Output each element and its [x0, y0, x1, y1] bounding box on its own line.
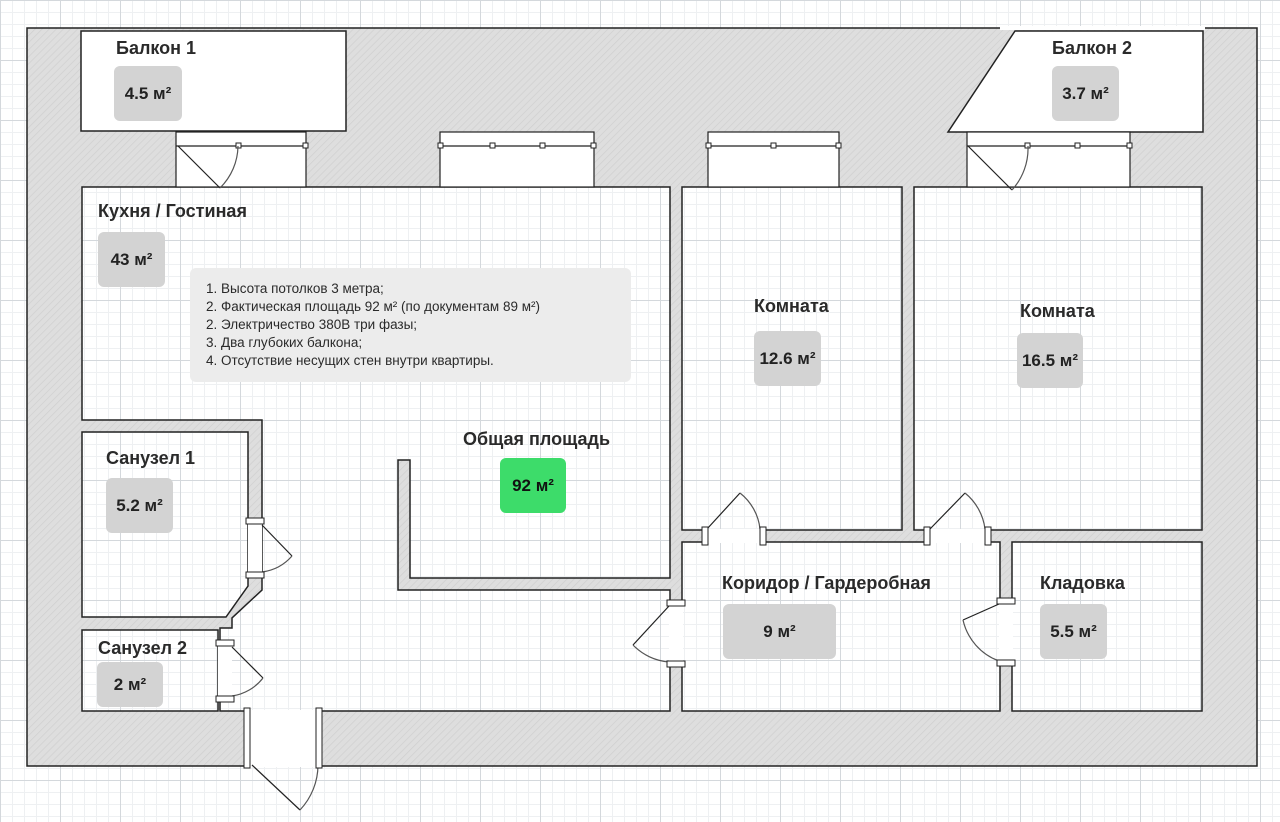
room-2-area-badge: 16.5 м²: [1017, 333, 1083, 388]
note-item: 2. Фактическая площадь 92 м² (по документам 89 м²): [206, 299, 541, 314]
room-1-label: Комната: [754, 296, 829, 316]
kitchen-area-badge: 43 м²: [98, 232, 165, 287]
note-item: 3. Два глубоких балкона;: [206, 335, 363, 350]
note-item: 2. Электричество 380В три фазы;: [206, 317, 418, 332]
balcony-2-label: Балкон 2: [1052, 38, 1133, 58]
notes-box: [190, 268, 631, 382]
bathroom-2-area-badge: 2 м²: [97, 662, 163, 707]
balcony-1-label: Балкон 1: [116, 38, 197, 58]
total-area-badge: 92 м²: [500, 458, 566, 513]
balcony-2-area-badge: 3.7 м²: [1052, 66, 1119, 121]
corridor-label: Коридор / Гардеробная: [722, 573, 931, 593]
note-item: 1. Высота потолков 3 метра;: [206, 281, 384, 296]
room-2-label: Комната: [1020, 301, 1095, 321]
balcony-1-area-badge: 4.5 м²: [114, 66, 182, 121]
total-area-label: Общая площадь: [463, 429, 611, 449]
bathroom-1-label: Санузел 1: [106, 448, 196, 468]
note-item: 4. Отсутствие несущих стен внутри квартиры.: [206, 353, 494, 368]
corridor-area-badge: 9 м²: [723, 604, 836, 659]
bathroom-2-label: Санузел 2: [98, 638, 188, 658]
storage-label: Кладовка: [1040, 573, 1125, 593]
balcony-2-edge: [1000, 26, 1205, 30]
kitchen-label: Кухня / Гостиная: [98, 201, 247, 221]
bathroom-1-area-badge: 5.2 м²: [106, 478, 173, 533]
storage-area-badge: 5.5 м²: [1040, 604, 1107, 659]
room-1-area-badge: 12.6 м²: [754, 331, 821, 386]
